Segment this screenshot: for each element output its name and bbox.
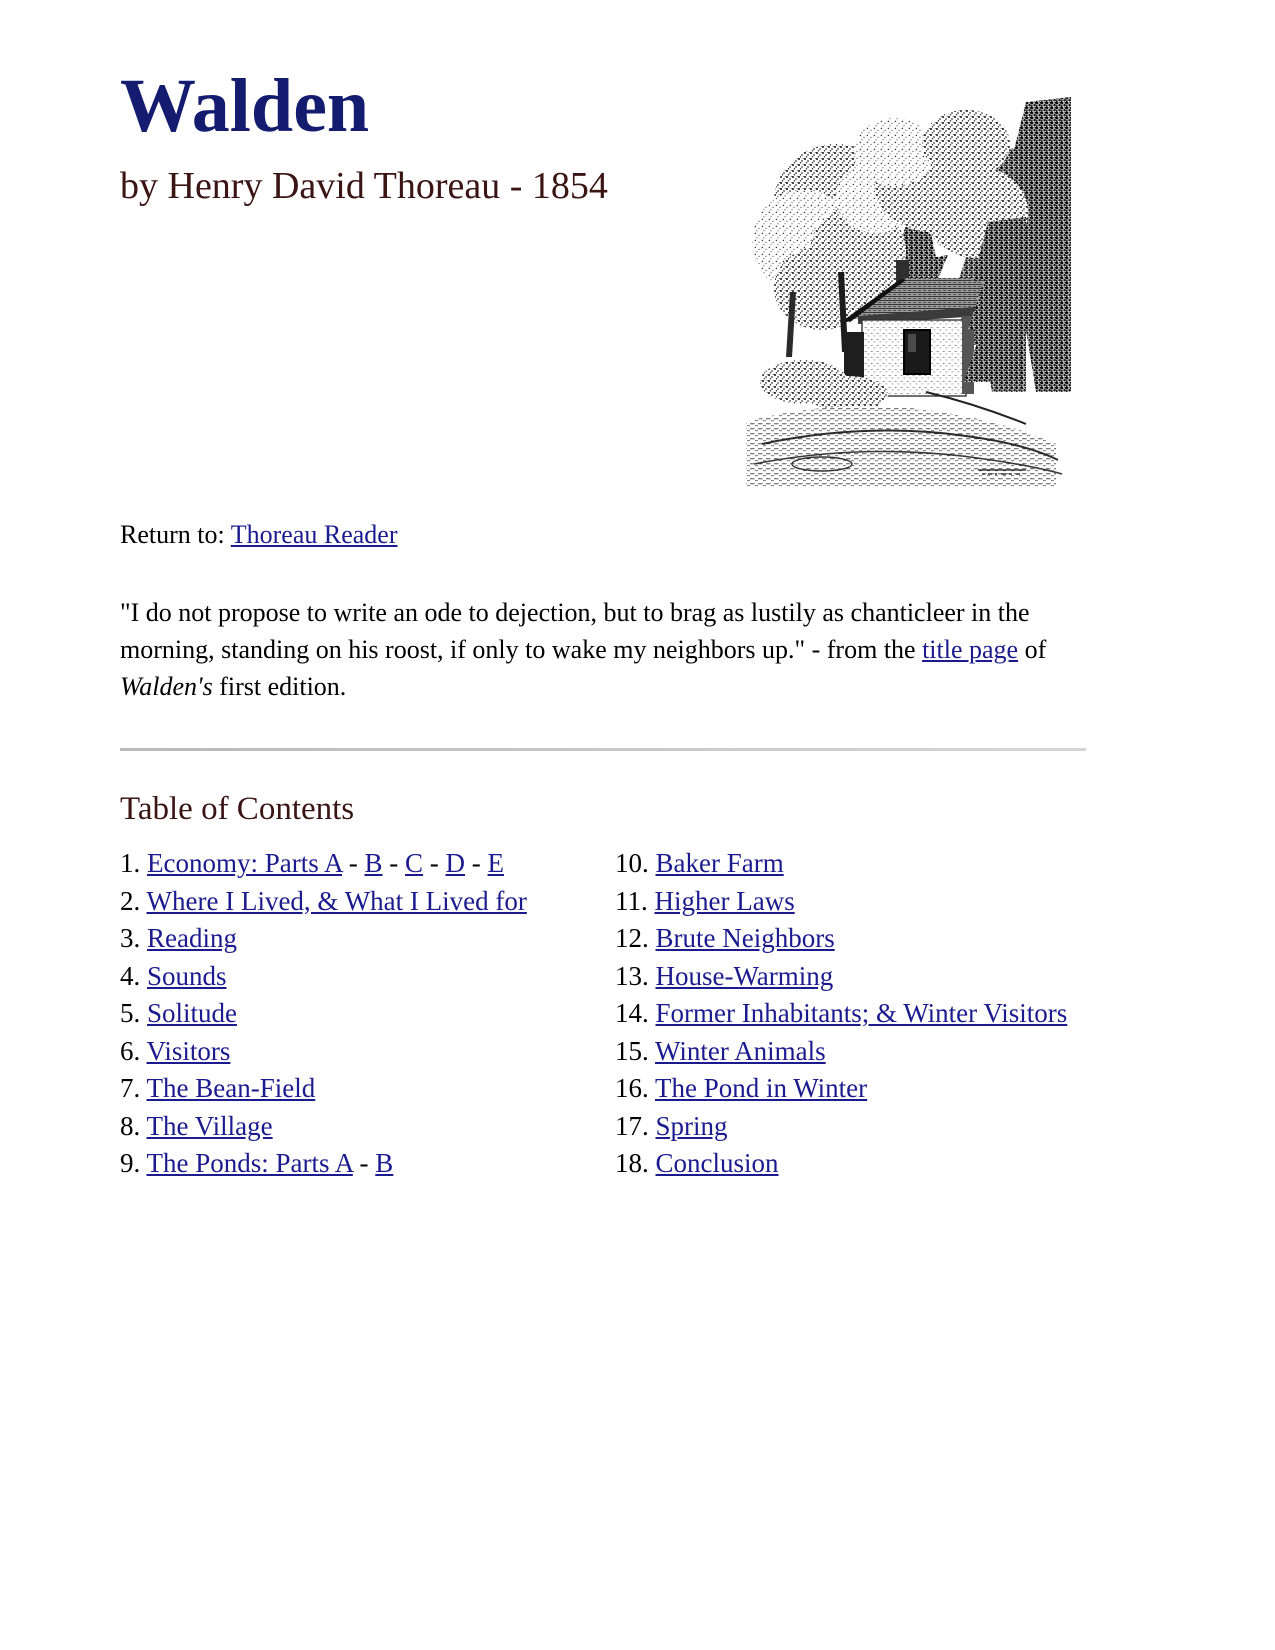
toc-item-number: 12. [615,923,649,953]
quote-text-part1: "I do not propose to write an ode to dejection, but to brag as lustily as chanticleer in the morning, standing on his roost, if only to wake my neighbors up." - from the [120,598,1030,664]
toc-column-left [120,845,590,1183]
toc-item-link[interactable]: Visitors [146,1035,231,1066]
toc-item-link[interactable]: House-Warming [655,960,834,991]
epigraph-quote [120,594,1065,705]
toc-item-number: 8. [120,1110,141,1141]
toc-item [615,995,1075,1033]
thoreau-reader-link[interactable]: Thoreau Reader [230,520,398,549]
toc-item-number: 13. [615,960,649,991]
toc-item [120,883,590,921]
toc-item-number: 4. [120,960,141,991]
toc-heading: Table of Contents [120,791,355,827]
toc-item-number: 3. [120,923,141,953]
toc-part-separator: - [465,848,488,878]
toc-item [615,883,1075,921]
toc-item-link[interactable]: Where I Lived, & What I Lived for [146,885,527,916]
return-to-line [120,518,398,552]
toc-item-number: 7. [120,1073,141,1103]
toc-item [120,920,590,958]
author-byline: by Henry David Thoreau - 1854 [120,165,608,207]
quote-text-part3: first edition. [212,672,347,701]
toc-item [615,1145,1075,1183]
toc-item-link[interactable]: Higher Laws [654,885,795,916]
toc-column-right [615,845,1075,1183]
toc-item [120,995,590,1033]
toc-item [120,1033,590,1071]
quote-text-part2: of [1018,635,1047,664]
toc-part-link[interactable]: B [375,1148,394,1178]
toc-item-link[interactable]: Sounds [147,960,227,991]
toc-item-link[interactable]: Spring [655,1110,728,1141]
toc-item-link[interactable]: Reading [147,923,237,953]
toc-item-link[interactable]: Solitude [147,998,238,1028]
toc-item-number: 18. [615,1148,649,1178]
toc-item-number: 16. [615,1073,649,1103]
toc-item-number: 1. [120,848,141,878]
toc-item [120,958,590,996]
toc-item-link[interactable]: The Pond in Winter [655,1073,868,1103]
return-to-label: Return to: [120,520,225,549]
toc-item-number: 2. [120,885,141,916]
toc-item-number: 5. [120,998,141,1028]
walden-italic-title: Walden's [120,672,213,701]
toc-item-link[interactable]: Economy: Parts A [147,848,342,878]
toc-item-link[interactable]: The Ponds: Parts A [146,1148,353,1178]
toc-part-separator: - [342,848,365,878]
cabin-engraving-illustration [726,92,1071,487]
toc-item [615,1070,1075,1108]
toc-part-link[interactable]: C [405,848,424,878]
toc-item [120,1145,590,1183]
toc-item [120,845,590,883]
toc-part-link[interactable]: E [487,848,505,878]
toc-item-link[interactable]: Conclusion [655,1148,779,1178]
toc-item-number: 11. [615,885,648,916]
toc-item [120,1108,590,1146]
page-title: Walden [120,64,370,148]
toc-item-number: 9. [120,1148,141,1178]
toc-item-link[interactable]: Brute Neighbors [655,923,835,953]
toc-item [615,1033,1075,1071]
toc-item-link[interactable]: Baker Farm [655,848,784,878]
toc-part-link[interactable]: B [364,848,383,878]
toc-item-number: 14. [615,998,649,1028]
toc-part-separator: - [382,848,406,878]
toc-item-number: 15. [615,1035,649,1066]
toc-item-number: 17. [615,1110,649,1141]
toc-item [615,845,1075,883]
toc-item-link[interactable]: Former Inhabitants; & Winter Visitors [655,998,1068,1028]
section-divider [120,748,1086,751]
toc-item [615,958,1075,996]
toc-part-link[interactable]: D [445,848,466,878]
title-page-link[interactable]: title page [922,635,1019,664]
toc-part-separator: - [352,1148,376,1178]
toc-item-number: 10. [615,848,649,878]
toc-item [120,1070,590,1108]
toc-item-number: 6. [120,1035,141,1066]
toc-item-link[interactable]: The Bean-Field [146,1073,316,1103]
toc-item [615,1108,1075,1146]
toc-item-link[interactable]: The Village [146,1110,273,1141]
toc-item [615,920,1075,958]
toc-item-link[interactable]: Winter Animals [655,1035,826,1066]
toc-part-separator: - [423,848,446,878]
